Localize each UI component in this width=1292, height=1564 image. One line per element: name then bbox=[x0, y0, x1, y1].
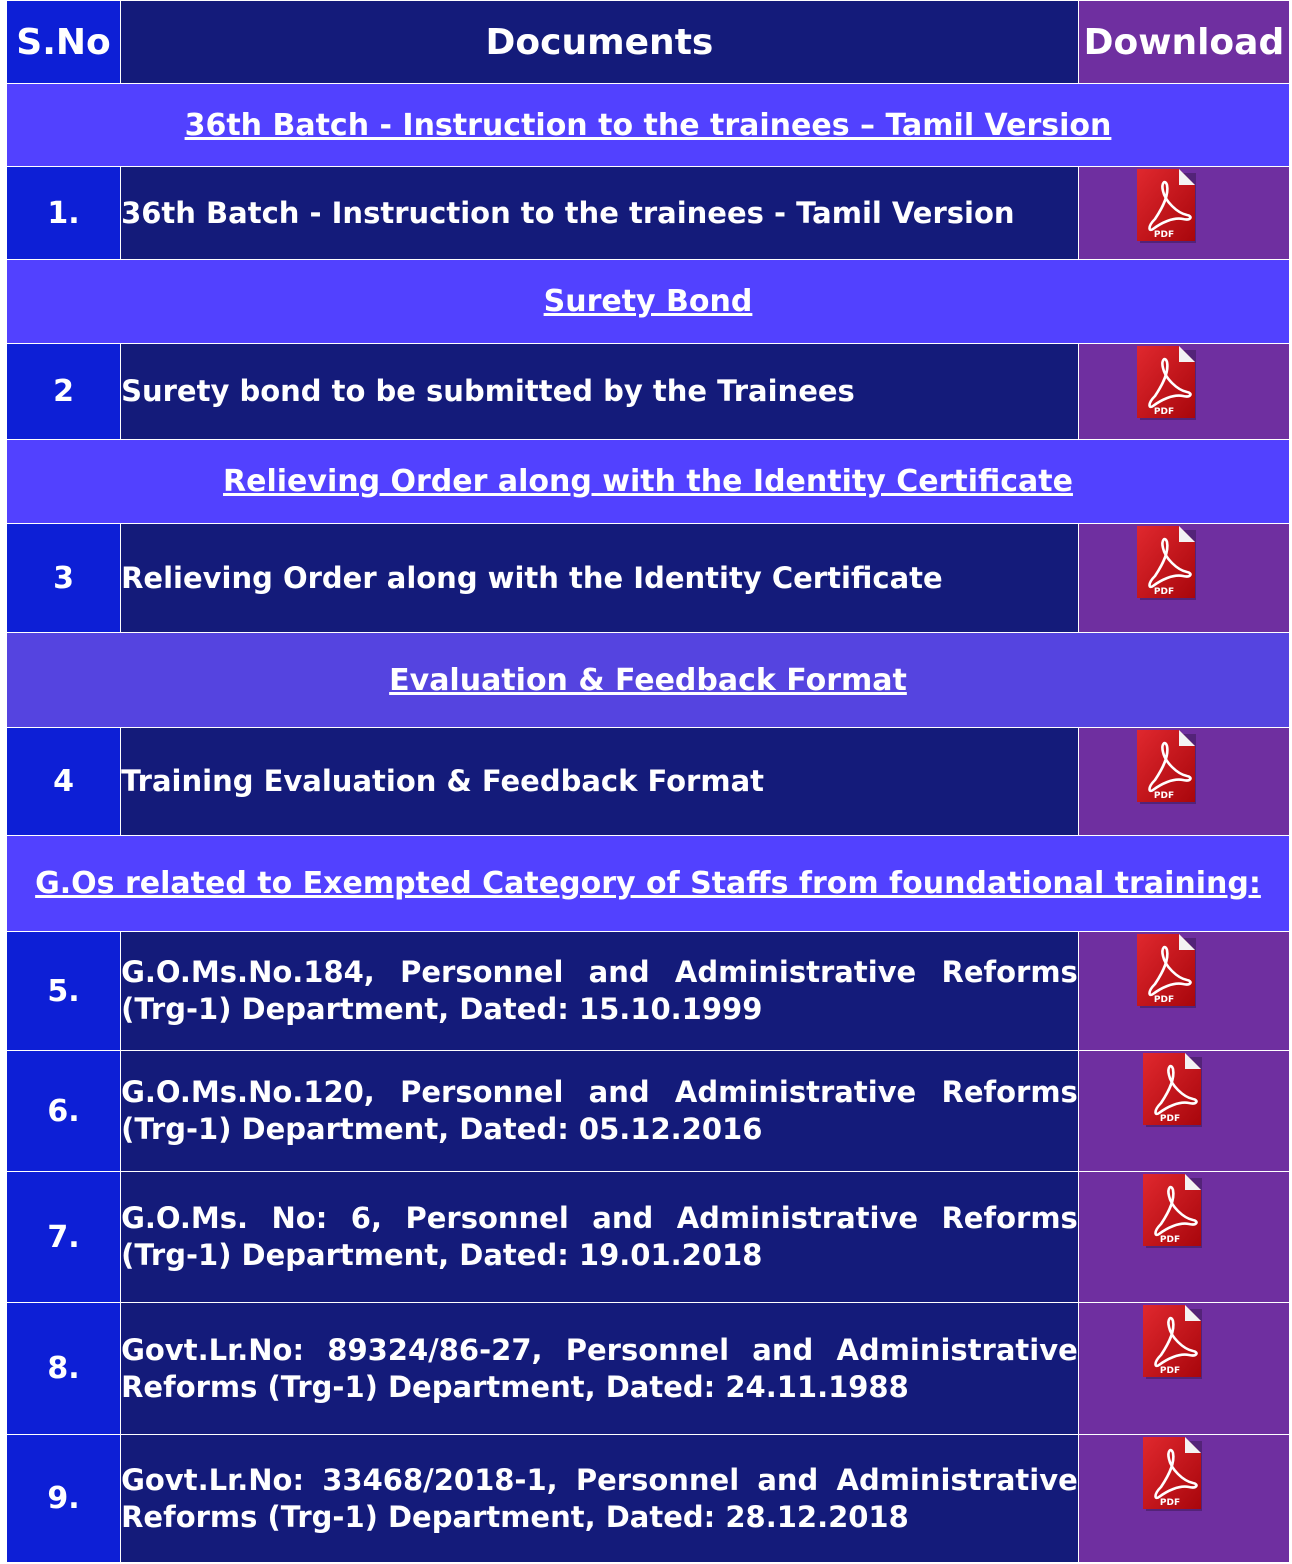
download-cell bbox=[1078, 728, 1289, 836]
sno-header: S.No bbox=[7, 1, 121, 84]
pdf-icon[interactable] bbox=[1137, 346, 1197, 420]
table-row bbox=[7, 1172, 1290, 1303]
svg-text:PDF: PDF bbox=[1153, 407, 1174, 417]
document-title: Surety bond to be submitted by the Trainees bbox=[121, 344, 1079, 440]
row-number: 4 bbox=[7, 728, 121, 836]
svg-text:PDF: PDF bbox=[1159, 1235, 1180, 1245]
pdf-icon[interactable] bbox=[1137, 526, 1197, 600]
table-row bbox=[7, 1051, 1290, 1172]
section-title-link[interactable]: Relieving Order along with the Identity Certificate bbox=[7, 440, 1290, 524]
row-number: 5. bbox=[7, 932, 121, 1051]
table-row bbox=[7, 524, 1290, 633]
pdf-icon[interactable] bbox=[1143, 1053, 1203, 1127]
section-title-link[interactable]: G.Os related to Exempted Category of Staffs from foundational training: bbox=[7, 836, 1290, 932]
row-number: 2 bbox=[7, 344, 121, 440]
section-header bbox=[7, 260, 1290, 344]
svg-text:PDF: PDF bbox=[1159, 1366, 1180, 1376]
document-title: G.O.Ms.No.184, Personnel and Administrative Reforms (Trg-1) Department, Dated: 15.10.1999 bbox=[121, 932, 1079, 1051]
download-cell bbox=[1078, 524, 1289, 633]
row-number: 8. bbox=[7, 1303, 121, 1435]
row-number: 9. bbox=[7, 1435, 121, 1563]
download-cell bbox=[1078, 344, 1289, 440]
document-title: G.O.Ms.No.120, Personnel and Administrative Reforms (Trg-1) Department, Dated: 05.12.2016 bbox=[121, 1051, 1079, 1172]
document-title: G.O.Ms. No: 6, Personnel and Administrative Reforms (Trg-1) Department, Dated: 19.01.2018 bbox=[121, 1172, 1079, 1303]
download-header: Download bbox=[1078, 1, 1289, 84]
pdf-icon[interactable] bbox=[1143, 1305, 1203, 1379]
section-title-link[interactable]: Surety Bond bbox=[7, 260, 1290, 344]
download-cell bbox=[1078, 1172, 1289, 1303]
section-header bbox=[7, 84, 1290, 167]
document-title: Govt.Lr.No: 89324/86-27, Personnel and Administrative Reforms (Trg-1) Department, Dated: 24.11.1988 bbox=[121, 1303, 1079, 1435]
svg-text:PDF: PDF bbox=[1159, 1498, 1180, 1508]
document-title: Govt.Lr.No: 33468/2018-1, Personnel and Administrative Reforms (Trg-1) Department, Dated: 28.12.2018 bbox=[121, 1435, 1079, 1563]
download-cell bbox=[1078, 1435, 1289, 1563]
pdf-icon[interactable] bbox=[1137, 730, 1197, 804]
document-title: Relieving Order along with the Identity Certificate bbox=[121, 524, 1079, 633]
download-cell bbox=[1078, 1303, 1289, 1435]
table-row bbox=[7, 1435, 1290, 1563]
documents-table bbox=[6, 0, 1290, 1563]
table-row bbox=[7, 1303, 1290, 1435]
download-cell bbox=[1078, 1051, 1289, 1172]
pdf-icon[interactable] bbox=[1143, 1437, 1203, 1511]
pdf-icon[interactable] bbox=[1137, 169, 1197, 243]
svg-text:PDF: PDF bbox=[1159, 1114, 1180, 1124]
section-header bbox=[7, 440, 1290, 524]
pdf-icon[interactable] bbox=[1137, 934, 1197, 1008]
table-header bbox=[7, 1, 1290, 84]
document-title: Training Evaluation & Feedback Format bbox=[121, 728, 1079, 836]
svg-text:PDF: PDF bbox=[1153, 587, 1174, 597]
table-row bbox=[7, 344, 1290, 440]
documents-header: Documents bbox=[121, 1, 1079, 84]
download-cell bbox=[1078, 932, 1289, 1051]
document-title: 36th Batch - Instruction to the trainees - Tamil Version bbox=[121, 167, 1079, 260]
download-cell bbox=[1078, 167, 1289, 260]
pdf-icon[interactable] bbox=[1143, 1174, 1203, 1248]
table-row bbox=[7, 728, 1290, 836]
section-header bbox=[7, 836, 1290, 932]
svg-text:PDF: PDF bbox=[1153, 995, 1174, 1005]
row-number: 3 bbox=[7, 524, 121, 633]
section-title-link[interactable]: Evaluation & Feedback Format bbox=[7, 633, 1290, 728]
row-number: 1. bbox=[7, 167, 121, 260]
row-number: 7. bbox=[7, 1172, 121, 1303]
svg-text:PDF: PDF bbox=[1153, 791, 1174, 801]
section-title-link[interactable]: 36th Batch - Instruction to the trainees – Tamil Version bbox=[7, 84, 1290, 167]
row-number: 6. bbox=[7, 1051, 121, 1172]
section-header bbox=[7, 633, 1290, 728]
table-row bbox=[7, 932, 1290, 1051]
table-row bbox=[7, 167, 1290, 260]
svg-text:PDF: PDF bbox=[1153, 230, 1174, 240]
